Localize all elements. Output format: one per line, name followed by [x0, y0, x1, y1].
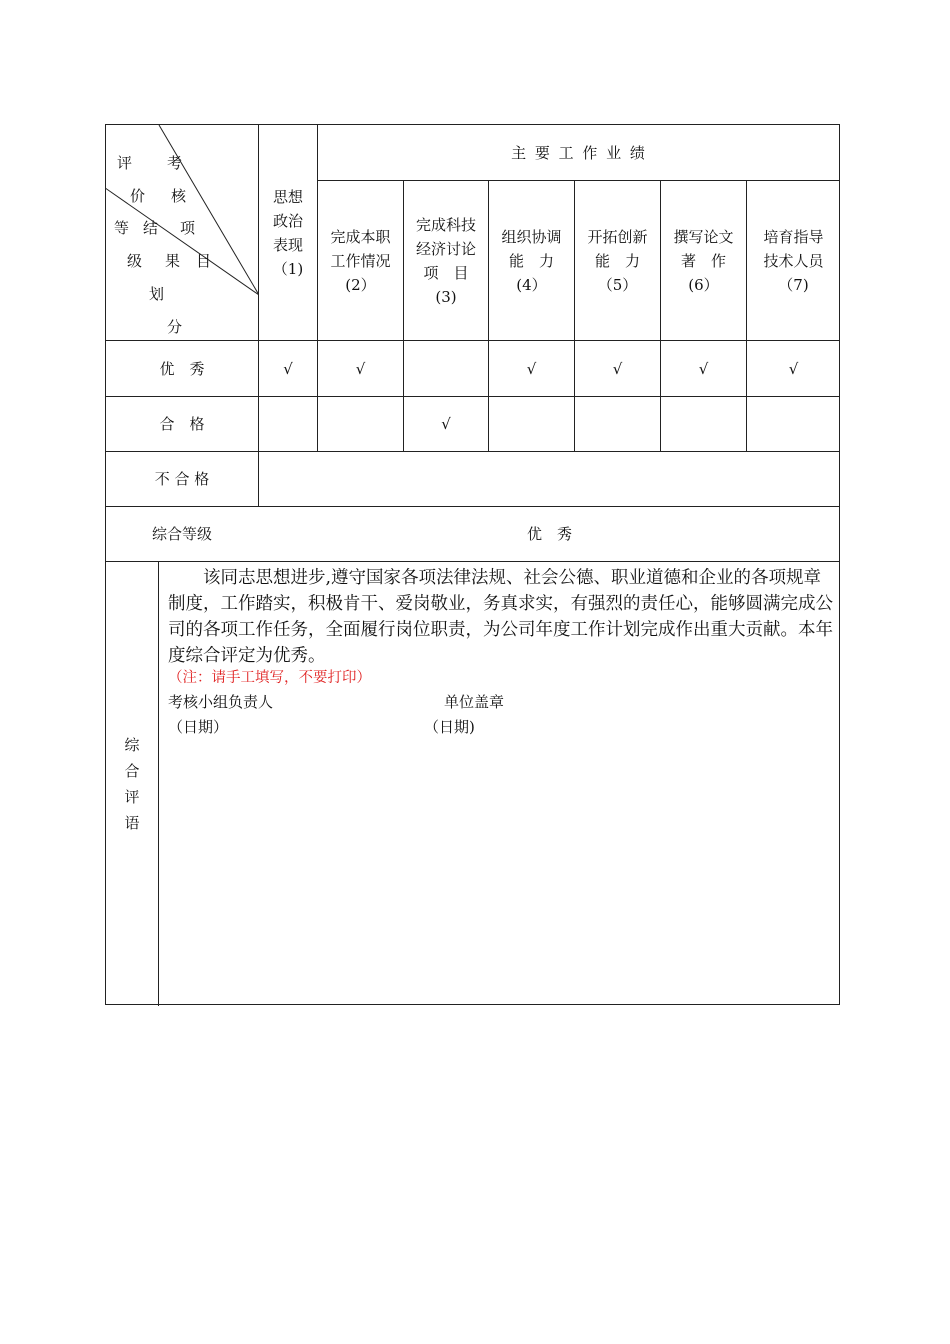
side-char: 综 [124, 735, 140, 754]
header-text: 经济讨论 [415, 239, 476, 258]
header-col-5 [575, 181, 660, 340]
header-col-7 [747, 181, 840, 340]
appraisal-table [105, 124, 840, 1005]
diag-word: 级 [127, 252, 143, 270]
header-text: 技术人员 [763, 251, 824, 270]
side-char: 合 [124, 761, 140, 780]
check-mark [575, 452, 660, 506]
handwrite-note: （注：请手工填写，不要打印） [168, 670, 371, 686]
header-text: 思想 [272, 187, 303, 206]
check-mark: √ [283, 359, 293, 378]
header-text: 开拓创新 [587, 227, 648, 246]
check-mark [259, 397, 317, 451]
diag-word: 考 [167, 154, 183, 172]
header-text: 项 目 [423, 263, 469, 282]
header-text: (2） [345, 275, 376, 294]
diag-word: 目 [196, 252, 212, 270]
check-mark: √ [526, 359, 537, 378]
check-mark [318, 452, 403, 506]
header-text: (3) [435, 287, 457, 306]
header-col-1 [259, 125, 317, 340]
check-mark: √ [355, 359, 366, 378]
header-col-6 [661, 181, 746, 340]
seal-label: 单位盖章 [444, 693, 505, 711]
header-text: 完成本职 [330, 227, 391, 246]
side-char: 语 [124, 813, 140, 832]
check-mark [575, 397, 660, 451]
header-text: 能 力 [508, 251, 554, 270]
header-text: 工作情况 [330, 251, 391, 270]
diag-word: 分 [167, 318, 183, 336]
check-mark [747, 397, 840, 451]
header-text: (6） [688, 275, 719, 294]
side-char: 评 [124, 787, 140, 806]
main-achievements-title: 主 要 工 作 业 绩 [511, 143, 647, 162]
check-mark [404, 452, 488, 506]
row-label-qualified: 合 格 [159, 415, 205, 433]
leader-label: 考核小组负责人 [168, 693, 274, 711]
check-mark [661, 452, 746, 506]
header-text: (4） [516, 275, 547, 294]
header-text: （5） [597, 275, 638, 294]
date-label-2: （日期) [424, 718, 475, 736]
check-mark [318, 397, 403, 451]
check-mark [489, 397, 574, 451]
header-col-3 [404, 181, 488, 340]
check-mark [747, 452, 840, 506]
row-label-excellent: 优 秀 [159, 359, 205, 378]
diag-word: 评 [117, 154, 133, 172]
header-text: 培育指导 [763, 227, 824, 246]
check-mark [661, 397, 746, 451]
diag-word: 果 [165, 252, 181, 270]
check-mark: √ [698, 359, 709, 378]
header-text: （1) [272, 259, 304, 278]
row-label-unqualified: 不 合 格 [154, 470, 210, 488]
comment-paragraph: 该同志思想进步,遵守国家各项法律法规、社会公德、职业道德和企业的各项规章制度，工作踏实，积极肯干、爱岗敬业，务真求实，有强烈的责任心，能够圆满完成公司的各项工作任务，全面履行岗位职责，为公司年度工作计划完成作出重大贡献。本年度综合评定为优秀。 [168, 568, 833, 666]
check-mark: √ [441, 415, 451, 433]
header-text: 能 力 [594, 251, 640, 270]
header-text: 著 作 [680, 251, 726, 270]
header-text: 组织协调 [501, 227, 562, 246]
check-mark: √ [788, 359, 799, 378]
check-mark [259, 452, 317, 506]
diag-word: 价 [130, 187, 146, 205]
comment-text [168, 565, 836, 669]
diag-word: 结 [143, 219, 159, 237]
header-col-4 [489, 181, 574, 340]
diag-word: 项 [180, 219, 196, 237]
check-mark: √ [612, 359, 623, 378]
header-text: 政治 [272, 211, 303, 230]
diag-word: 等 [114, 219, 130, 237]
rule [158, 562, 159, 1006]
header-col-2 [318, 181, 403, 340]
diag-word: 划 [149, 285, 165, 303]
check-mark [489, 452, 574, 506]
header-text: 表现 [272, 235, 303, 254]
date-label-1: （日期） [168, 718, 229, 736]
overall-grade-value: 优 秀 [526, 525, 572, 543]
comment-side-label [106, 562, 158, 1005]
rule [106, 561, 840, 562]
header-text: （7) [778, 275, 809, 294]
check-mark [404, 341, 488, 396]
overall-grade-label: 综合等级 [151, 525, 212, 543]
diag-word: 核 [171, 187, 187, 205]
header-text: 完成科技 [415, 215, 476, 234]
header-text: 撰写论文 [673, 227, 734, 246]
